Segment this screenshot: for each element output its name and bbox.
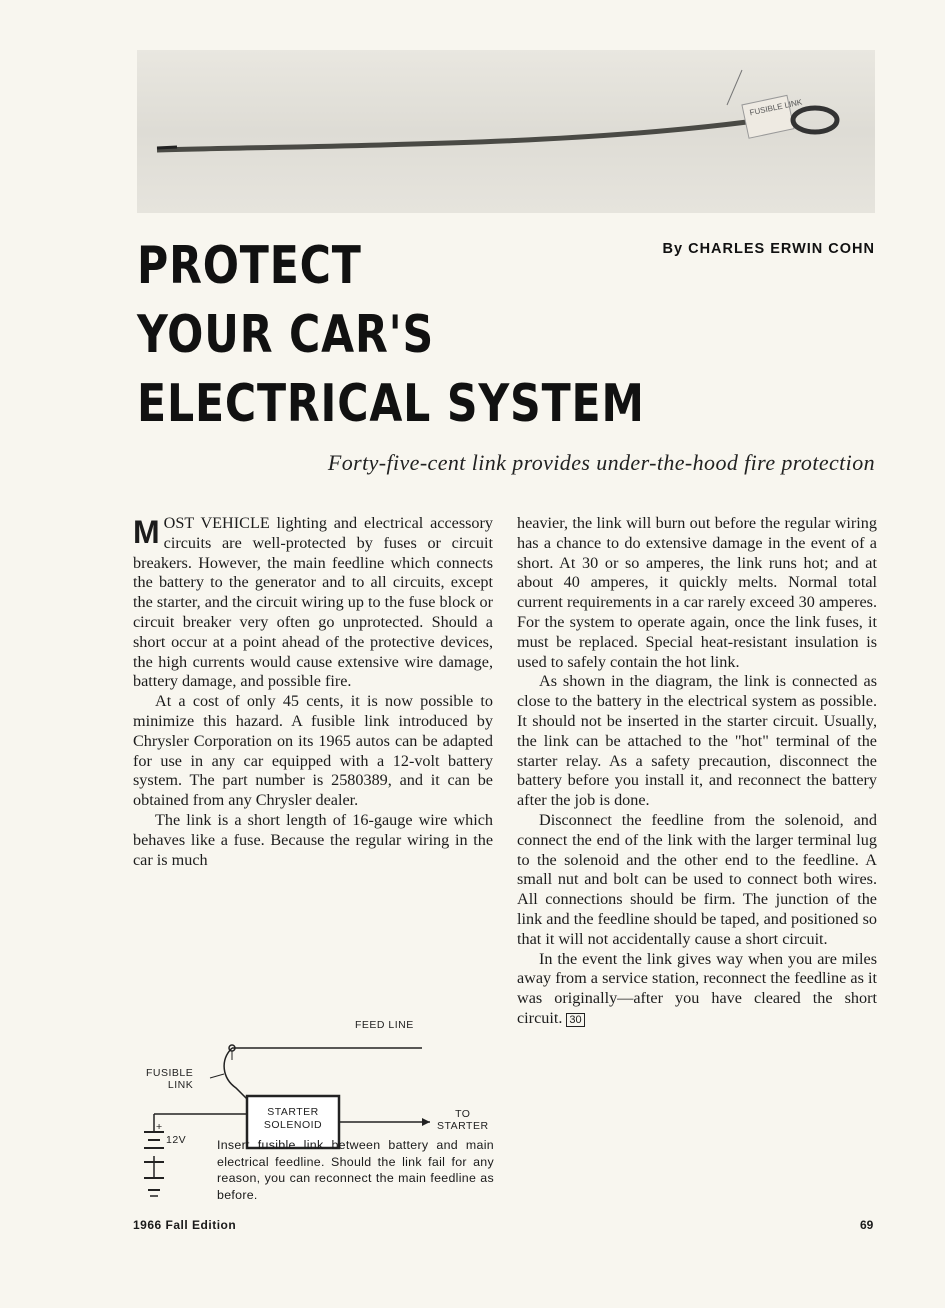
page-number: 69 [860, 1218, 874, 1232]
paragraph: The link is a short length of 16-gauge wire which behaves like a fuse. Because the regular wiring in the car is much [133, 810, 493, 869]
fusible-link-label: FUSIBLE LINK [146, 1067, 194, 1091]
right-column [517, 514, 877, 1031]
feed-line-label: FEED LINE [355, 1019, 414, 1031]
fusible-link-photo [137, 50, 875, 213]
starter-solenoid-label: STARTER SOLENOID [263, 1106, 323, 1131]
plus-terminal-label: + [156, 1121, 163, 1133]
voltage-label: 12V [166, 1134, 187, 1146]
diagram-caption: Insert fusible link between battery and main electrical feedline. Should the link fail for any reason, you can reconnect the main feedline as before. [217, 1138, 494, 1202]
subtitle: Forty-five-cent link provides under-the-hood fire protection [327, 450, 875, 475]
title-line-3: ELECTRICAL SYSTEM [137, 374, 645, 434]
paragraph: MOST VEHICLE lighting and electrical accessory circuits are well-protected by fuses or circuit breakers. However, the main feedline which connects the battery to the generator and to all circuits, except the starter, and the circuit wiring up to the fuse block or circuit breaker very often go unprotected. Should a short occur at a point ahead of the protective devices, the high currents would cause extensive wire damage, battery damage, and possible fire. [133, 514, 493, 691]
left-column [133, 514, 493, 870]
paragraph: As shown in the diagram, the link is connected as close to the battery in the electrical system as possible. It should not be inserted in the starter circuit. Usually, the link can be attached to the "hot" terminal of the starter relay. As a safety precaution, disconnect the battery before you install it, and reconnect the battery after the job is done. [517, 672, 877, 810]
article-title [137, 232, 645, 439]
paragraph: heavier, the link will burn out before the regular wiring has a chance to do extensive damage in the event of a short. At 30 or so amperes, the link runs hot; and at about 40 amperes, it quickly melts. Normal total current requirements in a car rarely exceed 30 amperes. For the system to operate again, once the link fuses, it must be replaced. Special heat-resistant insulation is used to safely contain the hot link. [517, 514, 877, 671]
paragraph: In the event the link gives way when you are miles away from a service station, reconnect the feedline as it was originally—after you have cleared the short circuit. 30 [517, 949, 877, 1027]
end-mark: 30 [566, 1013, 584, 1027]
title-line-2: YOUR CAR'S [137, 305, 435, 365]
drop-cap: M [133, 514, 160, 550]
edition-footer: 1966 Fall Edition [133, 1218, 237, 1232]
photo-label: FUSIBLE LINK [748, 97, 803, 118]
byline: By CHARLES ERWIN COHN [662, 241, 875, 257]
title-line-1: PROTECT [137, 236, 362, 296]
paragraph: At a cost of only 45 cents, it is now possible to minimize this hazard. A fusible link introduced by Chrysler Corporation on its 1965 autos can be adapted for use in any car equipped with a 12-volt battery system. The part number is 2580389, and it can be obtained from any Chrysler dealer. [133, 692, 493, 810]
paragraph: Disconnect the feedline from the solenoid, and connect the end of the link with the larger terminal lug to the solenoid and the other end to the feedline. A small nut and bolt can be used to connect both wires. All connections should be firm. The junction of the link and the feedline should be taped, and positioned so that it will not accidentally cause a short circuit. [517, 810, 877, 948]
to-starter-label: TO STARTER [437, 1108, 489, 1132]
